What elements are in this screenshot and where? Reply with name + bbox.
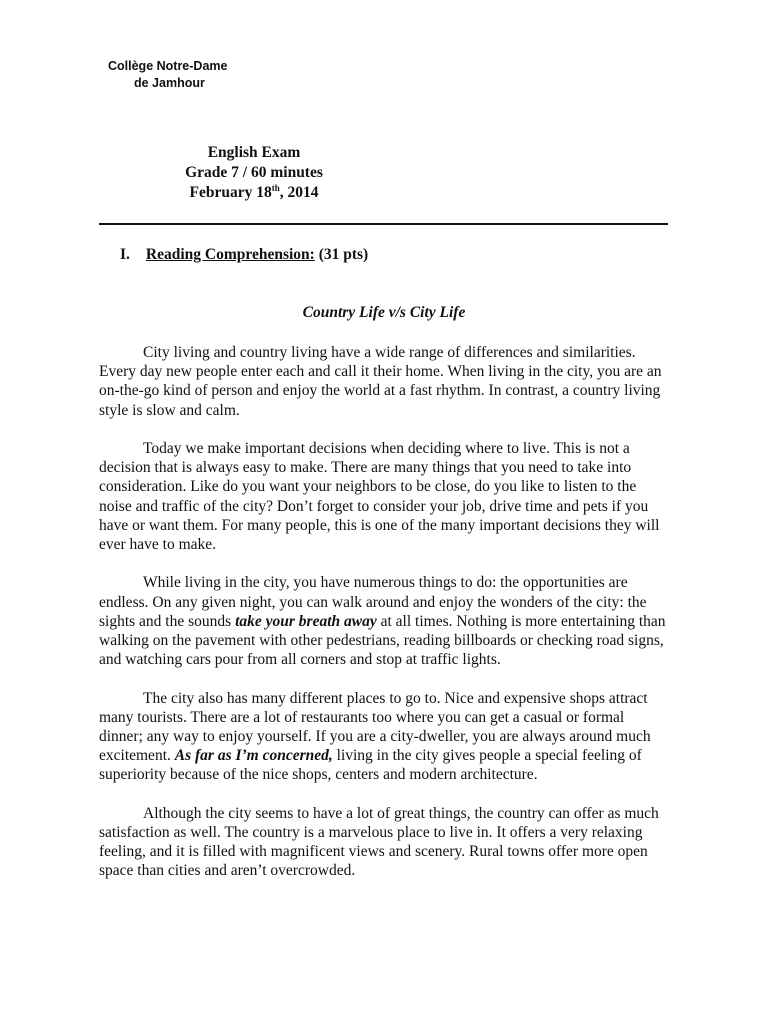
exam-title: English Exam <box>207 144 301 161</box>
school-name <box>108 58 227 92</box>
section-number: I. <box>120 246 130 263</box>
section-points: (31 pts) <box>318 246 369 263</box>
passage-title: Country Life v/s City Life <box>302 304 466 321</box>
paragraph-4 <box>99 689 667 785</box>
paragraph-3-emphasis: take your breath away <box>235 612 377 630</box>
paragraph-3 <box>99 573 667 669</box>
paragraph-4-part-b: living in the city gives people a special feeling of superiority because of the nice shops, centers and modern architecture. <box>99 747 642 784</box>
paragraph-4-part-a: The city also has many different places to go to. Nice and expensive shops attract many tourists. There are a lot of restaurants too where you can get a casual or formal dinner; any way to enjoy yourself. If you are a city-dweller, you are always around much excitement. <box>99 689 651 765</box>
paragraph-2: Today we make important decisions when deciding where to live. This is not a decision that is always easy to make. There are many things that you need to take into consideration. Like do you want your neighbors to be close, do you like to listen to the noise and traffic of the city? Don’t forget to consider your job, drive time and pets if you have or want them. For many people, this is one of the many important decisions they will ever have to make. <box>99 440 660 554</box>
paragraph-3-part-b: at all times. Nothing is more entertaining than walking on the pavement with other pedestrians, reading billboards or checking road signs, and watching cars pour from all corners and stop at traffic lights. <box>99 612 666 669</box>
exam-date <box>184 183 324 203</box>
section-heading <box>120 245 368 265</box>
exam-header <box>184 143 324 203</box>
paragraph-4-emphasis: As far as I’m concerned, <box>174 747 333 765</box>
exam-date-suffix: , 2014 <box>279 184 319 201</box>
school-name-line1: Collège Notre-Dame <box>108 59 228 73</box>
school-name-line2: de Jamhour <box>134 76 205 90</box>
exam-date-superscript: th <box>271 182 280 193</box>
section-title: Reading Comprehension: <box>145 246 315 263</box>
passage-body <box>99 343 667 900</box>
paragraph-5: Although the city seems to have a lot of great things, the country can offer as much satisfaction as well. The country is a marvelous place to live in. It offers a very relaxing feeling, and it is filled with magnificent views and scenery. Rural towns offer more open space than cities and aren’t overcrowded. <box>99 804 659 880</box>
paragraph-1: City living and country living have a wide range of differences and similarities. Every day new people enter each and call it their home. When living in the city, you are an on-the-go kind of person and enjoy the world at a fast rhythm. In contrast, a country living style is slow and calm. <box>99 344 662 419</box>
grade-duration: Grade 7 / 60 minutes <box>185 164 323 181</box>
exam-date-prefix: February 18 <box>189 184 272 201</box>
paragraph-3-part-a: While living in the city, you have numerous things to do: the opportunities are endless. On any given night, you can walk around and enjoy the wonders of the city: the sights and the sounds <box>99 574 647 630</box>
header-divider <box>99 223 668 225</box>
